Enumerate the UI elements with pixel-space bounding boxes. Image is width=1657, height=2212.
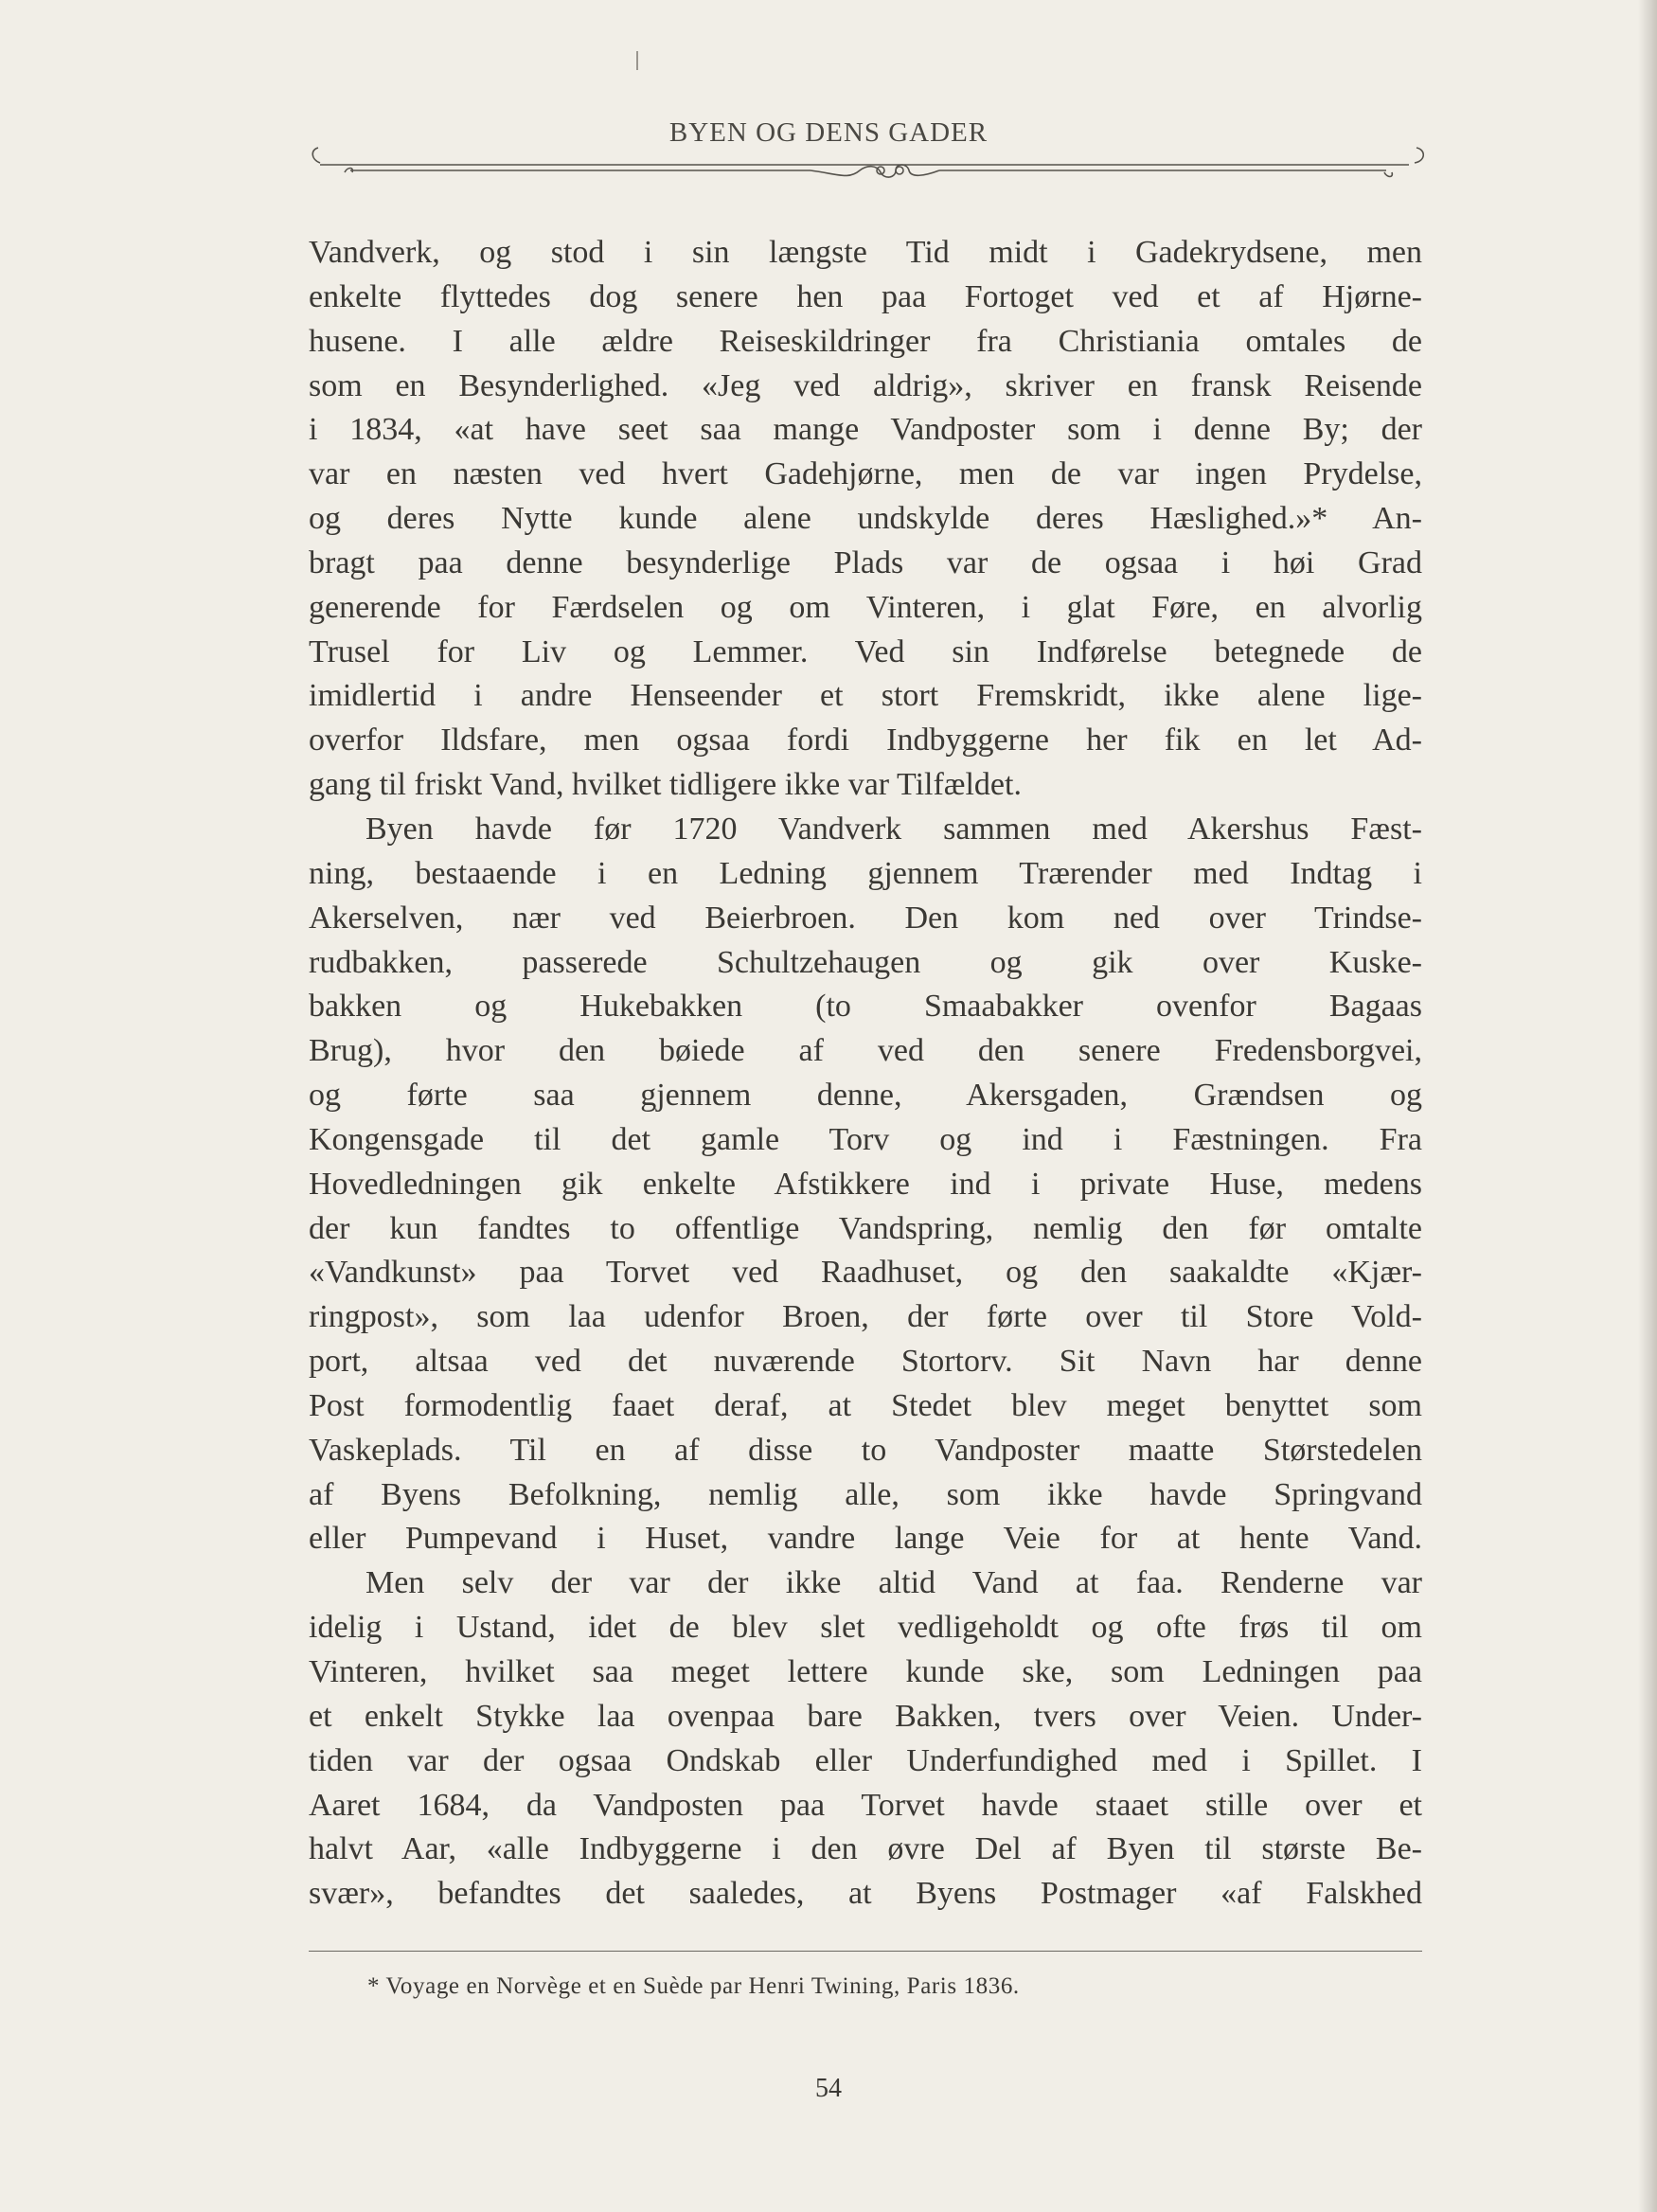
text-line: Hovedledningen gik enkelte Afstikkere ind i private Huse, medens — [309, 1166, 1422, 1202]
text-line: i 1834, «at have seet saa mange Vandposter som i denne By; der — [309, 412, 1422, 448]
text-line: ringpost», som laa udenfor Broen, der førte over til Store Vold- — [309, 1299, 1422, 1335]
text-line: Vandverk, og stod i sin længste Tid midt i Gadekrydsene, men — [309, 235, 1422, 270]
header-ornament-rule — [309, 142, 1428, 189]
center-flourish — [811, 165, 939, 177]
text-line: Kongensgade til det gamle Torv og ind i Fæstningen. Fra — [309, 1121, 1422, 1157]
text-line: bakken og Hukebakken (to Smaabakker ovenfor Bagaas — [309, 989, 1422, 1025]
stray-mark — [636, 51, 638, 70]
text-line: Trusel for Liv og Lemmer. Ved sin Indførelse betegnede de — [309, 633, 1422, 669]
text-line: eller Pumpevand i Huset, vandre lange Veie for at hente Vand. — [309, 1521, 1422, 1557]
text-line: der kun fandtes to offentlige Vandspring, nemlig den før omtalte — [309, 1210, 1422, 1246]
text-line: et enkelt Stykke laa ovenpaa bare Bakken, tvers over Veien. Under- — [309, 1698, 1422, 1734]
text-line: idelig i Ustand, idet de blev slet vedligeholdt og ofte frøs til om — [309, 1610, 1422, 1646]
text-line: imidlertid i andre Henseender et stort Fremskridt, ikke alene lige- — [309, 678, 1422, 714]
text-line-paragraph-start: Men selv der var der ikke altid Vand at faa. Renderne var — [365, 1565, 1422, 1601]
text-line: var en næsten ved hvert Gadehjørne, men de var ingen Prydelse, — [309, 456, 1422, 492]
footnote-rule — [309, 1951, 1422, 1952]
text-line: Brug), hvor den bøiede af ved den senere Fredensborgvei, — [309, 1033, 1422, 1069]
flourish-loop-right — [896, 167, 903, 174]
text-line-paragraph-start: Byen havde før 1720 Vandverk sammen med Akershus Fæst- — [365, 811, 1422, 847]
text-line: Post formodentlig faaet deraf, at Stedet blev meget benyttet som — [309, 1387, 1422, 1423]
text-line: generende for Færdselen og om Vinteren, i glat Føre, en alvorlig — [309, 589, 1422, 625]
text-line: Vaskeplads. Til en af disse to Vandposter maatte Størstedelen — [309, 1432, 1422, 1468]
text-line: enkelte flyttedes dog senere hen paa Fortoget ved et af Hjørne- — [309, 278, 1422, 314]
text-line: husene. I alle ældre Reiseskildringer fra Christiania omtales de — [309, 323, 1422, 359]
text-line: overfor Ildsfare, men ogsaa fordi Indbyggerne her fik en let Ad- — [309, 722, 1422, 758]
page-number: 54 — [815, 2074, 842, 2103]
text-line: og deres Nytte kunde alene undskylde deres Hæslighed.»* An- — [309, 501, 1422, 537]
text-line: rudbakken, passerede Schultzehaugen og gik over Kuske- — [309, 944, 1422, 980]
text-line: og førte saa gjennem denne, Akersgaden, Grændsen og — [309, 1078, 1422, 1114]
text-line: ning, bestaaende i en Ledning gjennem Trærender med Indtag i — [309, 855, 1422, 891]
text-line: halvt Aar, «alle Indbyggerne i den øvre Del af Byen til største Be- — [309, 1831, 1422, 1867]
text-line-paragraph-end: gang til friskt Vand, hvilket tidligere ikke var Tilfældet. — [309, 767, 1022, 803]
right-small-swash — [1384, 172, 1392, 177]
right-scroll-curl — [1415, 148, 1423, 163]
body-text — [309, 231, 1422, 1917]
text-line: «Vandkunst» paa Torvet ved Raadhuset, og den saakaldte «Kjær- — [309, 1255, 1422, 1291]
text-line: Aaret 1684, da Vandposten paa Torvet havde staaet stille over et — [309, 1787, 1422, 1823]
page-edge-shadow — [1638, 0, 1657, 2212]
text-line: bragt paa denne besynderlige Plads var de ogsaa i høi Grad — [309, 544, 1422, 580]
left-scroll-curl — [312, 148, 320, 163]
text-line: port, altsaa ved det nuværende Stortorv. Sit Navn har denne — [309, 1344, 1422, 1380]
text-line: Vinteren, hvilket saa meget lettere kunde ske, som Ledningen paa — [309, 1654, 1422, 1689]
text-line: af Byens Befolkning, nemlig alle, som ikke havde Springvand — [309, 1476, 1422, 1512]
text-line: svær», befandtes det saaledes, at Byens Postmager «af Falskhed — [309, 1876, 1422, 1912]
text-line: tiden var der ogsaa Ondskab eller Underfundighed med i Spillet. I — [309, 1742, 1422, 1778]
text-line: Akerselven, nær ved Beierbroen. Den kom ned over Trindse- — [309, 900, 1422, 936]
running-head: BYEN OG DENS GADER — [668, 117, 989, 148]
text-line: som en Besynderlighed. «Jeg ved aldrig», skriver en fransk Reisende — [309, 367, 1422, 403]
footnote: * Voyage en Norvège et en Suède par Henri Twining, Paris 1836. — [367, 1973, 1020, 1999]
